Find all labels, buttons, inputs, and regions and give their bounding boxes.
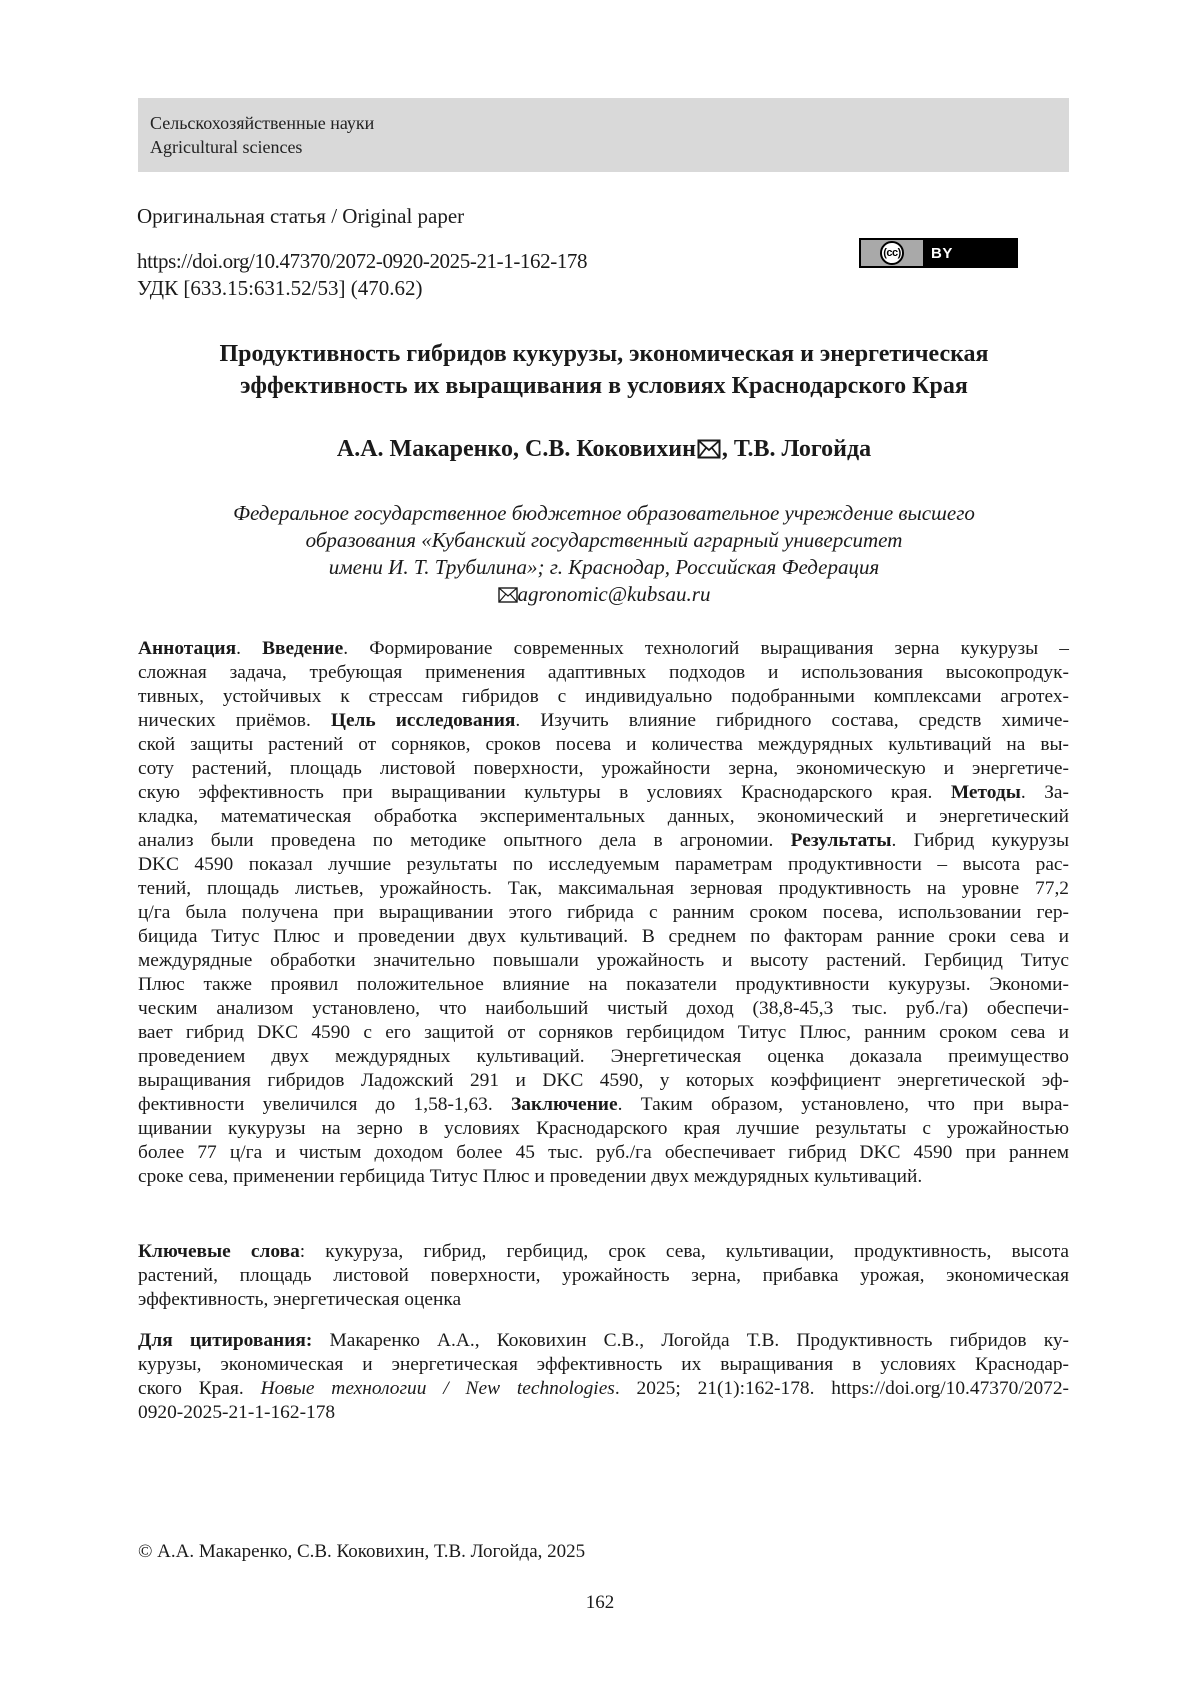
text-line (138, 1264, 1069, 1288)
section-title-en: Agricultural sciences (150, 137, 303, 157)
cc-by-label: BY (931, 244, 953, 262)
section-title-ru: Сельскохозяйственные науки (150, 113, 375, 133)
text-run: . За- (1020, 782, 1069, 803)
cc-logo-area (861, 240, 923, 266)
text-run: сроке сева, применении гербицида Титус Плюс и проведении двух междурядных культиваций. (138, 1166, 923, 1187)
email-line (138, 581, 1070, 610)
text-line (138, 1329, 1069, 1353)
text-run: . Формирование современных технологий выращивания зерна кукурузы – (343, 638, 1069, 659)
text-line (138, 1117, 1069, 1141)
bold-run: Для цитирования: (138, 1330, 313, 1351)
text-run: эффективность, энергетическая оценка (138, 1289, 462, 1310)
text-run: 0920-2025-21-1-162-178 (138, 1402, 336, 1423)
text-run: . Изучить влияние гибридного состава, средств химиче- (515, 710, 1069, 731)
text-line (138, 1021, 1069, 1045)
text-run: . Таким образом, установлено, что при выра- (617, 1094, 1069, 1115)
text-run: DKC 4590 показал лучшие результаты по исследуемым параметрам продуктивности – высота рас- (138, 854, 1069, 875)
text-run: выращивания гибридов Ладожский 291 и DKC 4590, у которых коэффициент энергетической эф- (138, 1070, 1069, 1091)
text-line (138, 997, 1069, 1021)
bold-run: Цель исследования (330, 710, 516, 731)
text-line (138, 901, 1069, 925)
keywords (138, 1240, 1069, 1312)
text-run: растений, площадь листовой поверхности, урожайность зерна, прибавка урожая, экономическая (138, 1265, 1069, 1286)
copyright: © А.А. Макаренко, С.В. Коковихин, Т.В. Логойда, 2025 (138, 1541, 586, 1562)
authors-part-2: , Т.В. Логойда (721, 436, 872, 462)
text-line (138, 733, 1069, 757)
text-run: ской защиты растений от сорняков, сроков посева и количества междурядных культиваций на вы- (138, 734, 1069, 755)
text-line (138, 1240, 1069, 1264)
text-line (138, 685, 1069, 709)
text-line (138, 877, 1069, 901)
bold-run: Методы (950, 782, 1021, 803)
page-number: 162 (585, 1592, 615, 1613)
text-run: : кукуруза, гибрид, гербицид, срок сева, культивации, продуктивность, высота (299, 1241, 1069, 1262)
text-line (138, 973, 1069, 997)
text-run: сложная задача, требующая применения адаптивных подходов и использования высокопродук- (138, 662, 1069, 683)
creative-commons-icon: (cc) (880, 241, 904, 265)
bold-run: Заключение (511, 1094, 618, 1115)
text-line (138, 805, 1069, 829)
authors (138, 433, 1070, 468)
text-line (138, 709, 1069, 733)
text-run: анализ были проведена по методике опытного дела в агрономии. (138, 830, 791, 851)
text-run: междурядные обработки значительно повышали урожайность и высоту растений. Гербицид Титус (138, 950, 1069, 971)
bold-run: Введение (262, 638, 344, 659)
bold-run: Аннотация (138, 638, 237, 659)
text-line (138, 925, 1069, 949)
authors-part-1: А.А. Макаренко, С.В. Коковихин (336, 436, 696, 462)
title-line: эффективность их выращивания в условиях Краснодарского Края (240, 373, 968, 399)
text-run: соту растений, площадь листовой поверхности, урожайности зерна, экономическую и энергетиче- (138, 758, 1069, 779)
text-run: Плюс также проявил положительное влияние на показатели продуктивности кукурузы. Экономи- (138, 974, 1069, 995)
text-line (138, 1353, 1069, 1377)
text-line (138, 853, 1069, 877)
affiliation (138, 500, 1070, 610)
text-run: ческим анализом установлено, что наибольший чистый доход (38,8-45,3 тыс. руб./га) обеспечи- (138, 998, 1069, 1019)
text-line (138, 1288, 1069, 1312)
text-line (138, 1401, 1069, 1425)
text-run: . Гибрид кукурузы (891, 830, 1069, 851)
envelope-icon[interactable] (697, 436, 721, 468)
udk-code: УДК [633.15:631.52/53] (470.62) (137, 276, 423, 300)
text-run: фективности увеличился до 1,58-1,63. (138, 1094, 512, 1115)
text-line (138, 1069, 1069, 1093)
text-run: тений, площадь листьев, урожайность. Так, максимальная зерновая продуктивность на уровне 77,2 (138, 878, 1069, 899)
text-run: . 2025; 21(1):162-178. https://doi.org/10.47370/2072- (614, 1378, 1070, 1399)
text-line (138, 1093, 1069, 1117)
text-run: ц/га была получена при выращивании этого гибрида с ранним сроком посева, использовании гер- (138, 902, 1069, 923)
section-header (138, 98, 1069, 172)
text-run: скую эффективность при выращивании культуры в условиях Краснодарского края. (138, 782, 951, 803)
text-line (138, 1165, 1069, 1189)
text-run: бицида Титус Плюс и проведении двух культиваций. В среднем по факторам ранние сроки сева и (138, 926, 1069, 947)
bold-run: Ключевые слова (138, 1241, 300, 1262)
text-run: вает гибрид DKC 4590 с его защитой от сорняков гербицидом Титус Плюс, ранним сроком сева и (138, 1022, 1069, 1043)
text-line (138, 949, 1069, 973)
affiliation-line: образования «Кубанский государственный аграрный университет (305, 528, 903, 552)
article-type: Оригинальная статья / Original paper (137, 204, 465, 228)
title-line: Продуктивность гибридов кукурузы, экономическая и энергетическая (219, 341, 989, 367)
text-line (138, 1141, 1069, 1165)
text-line (138, 1045, 1069, 1069)
text-run: тивных, устойчивых к стрессам гибридов с индивидуально подобранными комплексами агротех- (138, 686, 1069, 707)
article-title (138, 338, 1070, 402)
text-run: проведением двух междурядных культиваций. Энергетическая оценка доказала преимущество (138, 1046, 1069, 1067)
citation (138, 1329, 1069, 1425)
text-run: щивании кукурузы на зерно в условиях Краснодарского края лучшие результаты с урожайностью (138, 1118, 1069, 1139)
doi-link[interactable]: https://doi.org/10.47370/2072-0920-2025-21-1-162-178 (137, 249, 588, 273)
text-line (138, 781, 1069, 805)
text-line (138, 661, 1069, 685)
text-run: более 77 ц/га и чистым доходом более 45 тыс. руб./га обеспечивает гибрид DKC 4590 при раннем (138, 1142, 1069, 1163)
affiliation-line: имени И. Т. Трубилина»; г. Краснодар, Российская Федерация (328, 555, 880, 579)
envelope-icon (498, 583, 518, 610)
italic-run: Новые технологии / New technologies (260, 1378, 615, 1399)
text-run: Макаренко А.А., Коковихин С.В., Логойда Т.В. Продуктивность гибридов ку- (312, 1330, 1069, 1351)
text-line (138, 829, 1069, 853)
text-run: ского Края. (138, 1378, 261, 1399)
email-link[interactable]: agronomic@kubsau.ru (517, 582, 711, 606)
text-run: кладка, математическая обработка экспериментальных данных, экономический и энергетический (138, 806, 1069, 827)
abstract (138, 637, 1069, 1189)
affiliation-line: Федеральное государственное бюджетное образовательное учреждение высшего (233, 501, 975, 525)
text-run: курузы, экономическая и энергетическая эффективность их выращивания в условиях Краснодар- (138, 1354, 1069, 1375)
cc-by-license-badge[interactable] (859, 238, 1018, 268)
bold-run: Результаты (790, 830, 892, 851)
text-line (138, 757, 1069, 781)
text-run: . (236, 638, 263, 659)
text-line (138, 1377, 1069, 1401)
text-line (138, 637, 1069, 661)
text-run: нических приёмов. (138, 710, 331, 731)
